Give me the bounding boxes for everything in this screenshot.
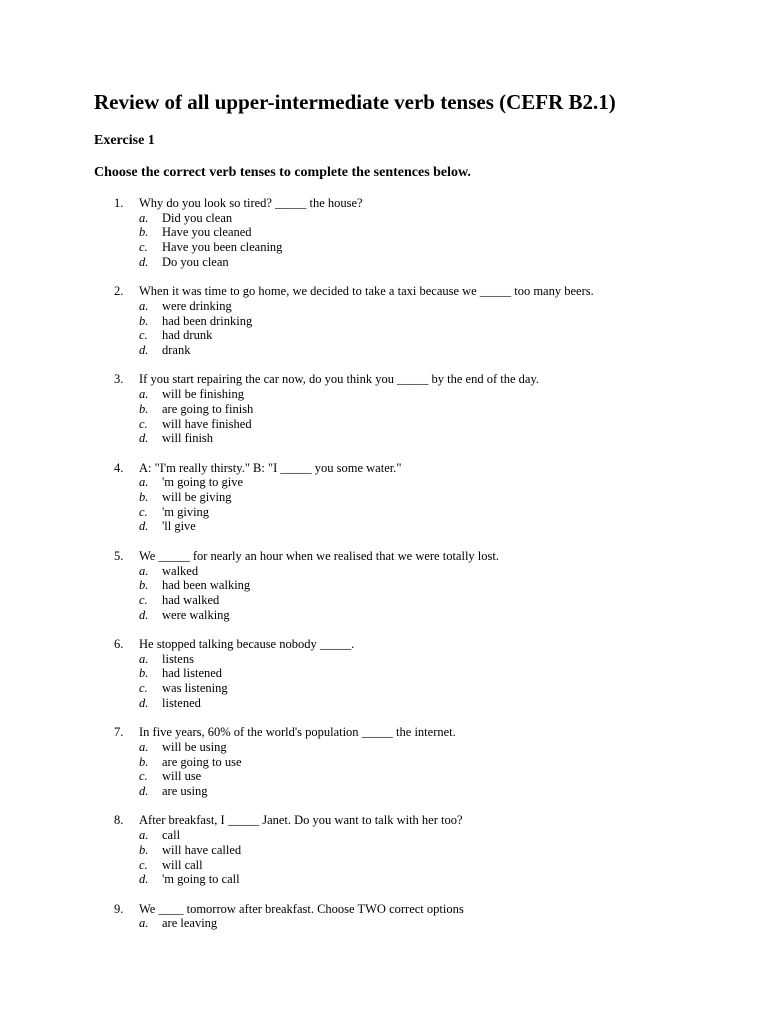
option-text: are going to finish — [162, 401, 254, 416]
option-text: are leaving — [162, 916, 218, 931]
option-d — [139, 608, 728, 623]
option-text: will use — [162, 769, 202, 784]
option-letter: d. — [139, 695, 149, 710]
option-list — [139, 652, 728, 711]
option-list — [139, 740, 728, 799]
option-text: had listened — [162, 666, 223, 681]
option-text: will have finished — [162, 416, 252, 431]
question-list — [94, 196, 728, 931]
option-text: had walked — [162, 592, 220, 607]
question-number: 3. — [114, 372, 124, 387]
option-b — [139, 402, 728, 417]
question-7 — [94, 725, 728, 799]
option-text: was listening — [162, 681, 228, 696]
option-letter: b. — [139, 490, 149, 505]
option-letter: b. — [139, 401, 149, 416]
option-b — [139, 578, 728, 593]
option-d — [139, 784, 728, 799]
option-text: are using — [162, 784, 208, 799]
option-letter: d. — [139, 254, 149, 269]
question-number: 9. — [114, 901, 124, 916]
option-a — [139, 564, 728, 579]
question-number: 8. — [114, 813, 124, 828]
option-list — [139, 299, 728, 358]
option-letter: c. — [139, 769, 148, 784]
option-letter: a. — [139, 916, 149, 931]
option-letter: d. — [139, 872, 149, 887]
question-text: He stopped talking because nobody _____. — [139, 637, 355, 652]
option-c — [139, 593, 728, 608]
option-text: will call — [162, 857, 203, 872]
option-letter: d. — [139, 519, 149, 534]
question-1 — [94, 196, 728, 270]
option-a — [139, 828, 728, 843]
option-letter: b. — [139, 225, 149, 240]
option-b — [139, 225, 728, 240]
question-number: 1. — [114, 196, 124, 210]
option-letter: c. — [139, 416, 148, 431]
option-list — [139, 387, 728, 446]
exercise-instructions: Choose the correct verb tenses to complete the sentences below. — [94, 165, 471, 180]
question-text: A: "I'm really thirsty." B: "I _____ you some water." — [139, 460, 402, 475]
option-text: had been drinking — [162, 313, 253, 328]
question-text: We _____ for nearly an hour when we realised that we were totally lost. — [139, 548, 499, 563]
question-text: Why do you look so tired? _____ the house? — [139, 196, 363, 210]
option-text: listened — [162, 695, 201, 710]
exercise-heading: Exercise 1 — [94, 133, 155, 148]
option-text: will be finishing — [162, 387, 244, 402]
option-letter: d. — [139, 431, 149, 446]
option-text: 'm giving — [162, 504, 210, 519]
option-text: 'll give — [162, 519, 196, 534]
option-b — [139, 755, 728, 770]
option-d — [139, 431, 728, 446]
question-text: When it was time to go home, we decided to take a taxi because we _____ too many beers. — [139, 284, 594, 299]
option-list — [139, 564, 728, 623]
option-text: had drunk — [162, 328, 213, 343]
option-text: listens — [162, 651, 194, 666]
question-9 — [94, 902, 728, 931]
option-letter: a. — [139, 475, 149, 490]
option-a — [139, 475, 728, 490]
question-text: We ____ tomorrow after breakfast. Choose TWO correct options — [139, 901, 464, 916]
option-text: had been walking — [162, 578, 251, 593]
question-4 — [94, 461, 728, 535]
option-letter: a. — [139, 739, 149, 754]
option-d — [139, 255, 728, 270]
question-2 — [94, 284, 728, 358]
option-letter: c. — [139, 504, 148, 519]
option-text: were drinking — [162, 298, 232, 313]
question-text: After breakfast, I _____ Janet. Do you want to talk with her too? — [139, 813, 463, 828]
option-text: 'm going to give — [162, 475, 244, 490]
option-text: are going to use — [162, 754, 242, 769]
question-8 — [94, 813, 728, 887]
option-c — [139, 858, 728, 873]
option-a — [139, 740, 728, 755]
option-c — [139, 417, 728, 432]
option-letter: d. — [139, 343, 149, 358]
option-letter: d. — [139, 784, 149, 799]
question-3 — [94, 372, 728, 446]
option-letter: a. — [139, 298, 149, 313]
option-letter: b. — [139, 666, 149, 681]
option-d — [139, 696, 728, 711]
option-text: Have you been cleaning — [162, 240, 283, 255]
document-title: Review of all upper-intermediate verb tenses (CEFR B2.1) — [94, 90, 616, 114]
question-number: 6. — [114, 637, 124, 652]
option-text: were walking — [162, 607, 230, 622]
option-letter: c. — [139, 681, 148, 696]
option-c — [139, 240, 728, 255]
option-text: drank — [162, 343, 191, 358]
option-text: will be giving — [162, 490, 232, 505]
option-text: call — [162, 828, 181, 843]
question-6 — [94, 637, 728, 711]
option-letter: a. — [139, 828, 149, 843]
option-b — [139, 314, 728, 329]
option-a — [139, 299, 728, 314]
option-b — [139, 843, 728, 858]
question-number: 5. — [114, 548, 124, 563]
option-a — [139, 652, 728, 667]
option-c — [139, 505, 728, 520]
option-d — [139, 343, 728, 358]
option-letter: c. — [139, 240, 148, 255]
question-number: 2. — [114, 284, 124, 299]
option-text: Do you clean — [162, 254, 229, 269]
option-list — [139, 475, 728, 534]
question-number: 7. — [114, 725, 124, 740]
option-d — [139, 519, 728, 534]
option-text: 'm going to call — [162, 872, 240, 887]
option-text: Have you cleaned — [162, 225, 252, 240]
option-letter: d. — [139, 607, 149, 622]
option-list — [139, 828, 728, 887]
option-text: walked — [162, 563, 199, 578]
option-c — [139, 769, 728, 784]
option-text: will have called — [162, 842, 242, 857]
option-text: will finish — [162, 431, 214, 446]
option-text: will be using — [162, 739, 227, 754]
option-letter: c. — [139, 857, 148, 872]
option-a — [139, 387, 728, 402]
option-a — [139, 211, 728, 226]
option-letter: a. — [139, 387, 149, 402]
option-letter: b. — [139, 754, 149, 769]
option-c — [139, 328, 728, 343]
option-a — [139, 916, 728, 931]
option-d — [139, 872, 728, 887]
question-text: In five years, 60% of the world's population _____ the internet. — [139, 725, 456, 740]
option-letter: c. — [139, 328, 148, 343]
option-list — [139, 916, 728, 931]
option-letter: c. — [139, 592, 148, 607]
option-letter: a. — [139, 210, 149, 225]
question-number: 4. — [114, 460, 124, 475]
option-letter: a. — [139, 651, 149, 666]
option-b — [139, 666, 728, 681]
option-c — [139, 681, 728, 696]
question-5 — [94, 549, 728, 623]
option-letter: b. — [139, 578, 149, 593]
question-text: If you start repairing the car now, do you think you _____ by the end of the day. — [139, 372, 540, 387]
option-text: Did you clean — [162, 210, 233, 225]
option-b — [139, 490, 728, 505]
option-list — [139, 211, 728, 270]
option-letter: a. — [139, 563, 149, 578]
option-letter: b. — [139, 842, 149, 857]
option-letter: b. — [139, 313, 149, 328]
